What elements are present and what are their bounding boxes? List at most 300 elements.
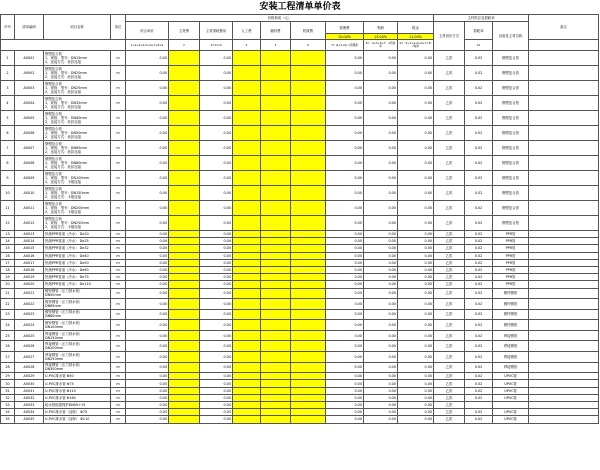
cell-labor-input[interactable] xyxy=(233,387,261,394)
cell-main-mat-input[interactable] xyxy=(169,281,200,288)
cell-labor-input[interactable] xyxy=(233,309,261,320)
cell-mgmt: 0.00 xyxy=(326,96,364,111)
cell-remark[interactable] xyxy=(529,380,599,387)
cell-main-loss: 0.00 xyxy=(200,281,233,288)
cell-remark[interactable] xyxy=(529,141,599,156)
cell-unit: m xyxy=(111,274,126,281)
cell-machine-input[interactable] xyxy=(291,171,326,186)
cell-remark[interactable] xyxy=(529,201,599,216)
cell-mgmt: 0.00 xyxy=(326,126,364,141)
cell-machine-input[interactable] xyxy=(291,141,326,156)
cell-aux-input[interactable] xyxy=(261,81,291,96)
cell-labor-input[interactable] xyxy=(233,380,261,387)
cell-remark[interactable] xyxy=(529,309,599,320)
cell-labor-input[interactable] xyxy=(233,245,261,252)
cell-main-loss: 0.00 xyxy=(200,238,233,245)
cell-machine-input[interactable] xyxy=(291,252,326,259)
table-row xyxy=(1,416,599,423)
cell-labor-input[interactable] xyxy=(233,281,261,288)
cell-composite: 0.00 xyxy=(126,288,169,299)
cell-aux-input[interactable] xyxy=(261,394,291,401)
header-composite: 综合单价 xyxy=(126,22,169,40)
cell-tax: 0.00 xyxy=(398,245,434,252)
cell-main-mat-input[interactable] xyxy=(169,81,200,96)
cell-aux-input[interactable] xyxy=(261,156,291,171)
cell-remark[interactable] xyxy=(529,299,599,310)
cell-machine-input[interactable] xyxy=(291,416,326,423)
cell-seq: 8 xyxy=(1,156,15,171)
formula-loss-rate: 10 xyxy=(465,40,493,51)
cell-seq: 25 xyxy=(1,330,15,341)
cell-labor-input[interactable] xyxy=(233,274,261,281)
cell-tax: 0.00 xyxy=(398,394,434,401)
cell-aux-input[interactable] xyxy=(261,96,291,111)
cell-remark[interactable] xyxy=(529,352,599,363)
cell-tax: 0.00 xyxy=(398,274,434,281)
cell-main-mat-input[interactable] xyxy=(169,288,200,299)
cell-remark[interactable] xyxy=(529,231,599,238)
cell-main-mat-input[interactable] xyxy=(169,309,200,320)
cell-labor-input[interactable] xyxy=(233,201,261,216)
cell-mgmt: 0.00 xyxy=(326,274,364,281)
cell-main-mat-input[interactable] xyxy=(169,126,200,141)
cell-tax: 0.00 xyxy=(398,402,434,409)
cell-main-mat-input[interactable] xyxy=(169,341,200,352)
cell-machine-input[interactable] xyxy=(291,281,326,288)
cell-composite: 0.00 xyxy=(126,341,169,352)
cell-name-line: 1、规格、型号：DN80mm xyxy=(45,161,87,165)
cell-name xyxy=(44,320,111,331)
cell-main-mat-input[interactable] xyxy=(169,380,200,387)
cell-labor-input[interactable] xyxy=(233,259,261,266)
cell-tax: 0.00 xyxy=(398,231,434,238)
cell-aux-input[interactable] xyxy=(261,51,291,66)
cell-main-mat-input[interactable] xyxy=(169,186,200,201)
cell-code: A0031 xyxy=(15,387,44,394)
cell-seq: 20 xyxy=(1,281,15,288)
table-row xyxy=(1,252,599,259)
cell-machine-input[interactable] xyxy=(291,111,326,126)
header-equip: 设备及主材名称 xyxy=(493,22,529,51)
cell-supply-mode: 乙供 xyxy=(434,111,465,126)
cell-aux-input[interactable] xyxy=(261,288,291,299)
cell-main-mat-input[interactable] xyxy=(169,416,200,423)
rate-profit[interactable]: 13.00% xyxy=(364,34,398,40)
cell-main-mat-input[interactable] xyxy=(169,51,200,66)
cell-seq: 4 xyxy=(1,96,15,111)
cell-machine-input[interactable] xyxy=(291,259,326,266)
cell-aux-input[interactable] xyxy=(261,352,291,363)
cell-aux-input[interactable] xyxy=(261,259,291,266)
cell-remark[interactable] xyxy=(529,259,599,266)
cell-code: A0017 xyxy=(15,259,44,266)
cell-profit: 0.00 xyxy=(364,186,398,201)
cell-name-line: 2、连接方式：丝扣连接 xyxy=(45,75,82,79)
cell-remark[interactable] xyxy=(529,245,599,252)
cell-aux-input[interactable] xyxy=(261,141,291,156)
cell-mgmt: 0.00 xyxy=(326,387,364,394)
header-loss-rate: 损耗率 xyxy=(465,22,493,40)
cell-labor-input[interactable] xyxy=(233,288,261,299)
cell-machine-input[interactable] xyxy=(291,186,326,201)
cell-name-line: DN300mm xyxy=(45,367,64,372)
cell-profit: 0.00 xyxy=(364,252,398,259)
table-row xyxy=(1,266,599,273)
cell-labor-input[interactable] xyxy=(233,266,261,273)
cell-equip: UPVC管 xyxy=(493,416,529,423)
cell-composite: 0.00 xyxy=(126,96,169,111)
cell-seq: 27 xyxy=(1,352,15,363)
cell-labor-input[interactable] xyxy=(233,362,261,373)
cell-profit: 0.00 xyxy=(364,402,398,409)
cell-machine-input[interactable] xyxy=(291,231,326,238)
cell-machine-input[interactable] xyxy=(291,387,326,394)
cell-aux-input[interactable] xyxy=(261,231,291,238)
cell-machine-input[interactable] xyxy=(291,51,326,66)
cell-machine-input[interactable] xyxy=(291,201,326,216)
cell-main-mat-input[interactable] xyxy=(169,216,200,231)
cell-name-line: 热熔PPR管道（冷水） De32 xyxy=(45,246,89,251)
cell-composite: 0.00 xyxy=(126,320,169,331)
formula-main-loss: 3=2×10 xyxy=(200,40,233,51)
cell-aux-input[interactable] xyxy=(261,299,291,310)
cell-composite: 0.00 xyxy=(126,111,169,126)
cell-main-loss: 0.00 xyxy=(200,96,233,111)
cell-labor-input[interactable] xyxy=(233,171,261,186)
cell-aux-input[interactable] xyxy=(261,409,291,416)
cell-labor-input[interactable] xyxy=(233,252,261,259)
cell-composite: 0.00 xyxy=(126,216,169,231)
cell-remark[interactable] xyxy=(529,288,599,299)
cell-profit: 0.00 xyxy=(364,245,398,252)
cell-main-mat-input[interactable] xyxy=(169,238,200,245)
cell-labor-input[interactable] xyxy=(233,141,261,156)
cell-seq: 19 xyxy=(1,274,15,281)
cell-remark[interactable] xyxy=(529,362,599,373)
cell-loss-rate: 0.02 xyxy=(465,81,493,96)
cell-machine-input[interactable] xyxy=(291,373,326,380)
cell-main-mat-input[interactable] xyxy=(169,387,200,394)
cell-remark[interactable] xyxy=(529,51,599,66)
cell-labor-input[interactable] xyxy=(233,352,261,363)
cell-remark[interactable] xyxy=(529,402,599,409)
cell-machine-input[interactable] xyxy=(291,330,326,341)
cell-main-mat-input[interactable] xyxy=(169,394,200,401)
cell-main-mat-input[interactable] xyxy=(169,320,200,331)
cell-aux-input[interactable] xyxy=(261,126,291,141)
cell-labor-input[interactable] xyxy=(233,156,261,171)
cell-composite: 0.00 xyxy=(126,231,169,238)
cell-mgmt: 0.00 xyxy=(326,320,364,331)
cell-aux-input[interactable] xyxy=(261,252,291,259)
cell-name-line: 钢塑复合管 xyxy=(45,217,62,221)
cell-labor-input[interactable] xyxy=(233,111,261,126)
cell-profit: 0.00 xyxy=(364,394,398,401)
cell-code: A0022 xyxy=(15,299,44,310)
cell-aux-input[interactable] xyxy=(261,274,291,281)
cell-composite: 0.00 xyxy=(126,409,169,416)
cell-equip: 钢塑复合管 xyxy=(493,186,529,201)
cell-code: A0001 xyxy=(15,51,44,66)
cell-remark[interactable] xyxy=(529,216,599,231)
cell-remark[interactable] xyxy=(529,252,599,259)
cell-main-mat-input[interactable] xyxy=(169,352,200,363)
cell-name-line: 2、连接方式：卡箍连接 xyxy=(45,210,82,214)
header-name: 项目名称 xyxy=(44,15,111,40)
cell-remark[interactable] xyxy=(529,274,599,281)
cell-aux-input[interactable] xyxy=(261,66,291,81)
cell-remark[interactable] xyxy=(529,409,599,416)
cell-tax: 0.00 xyxy=(398,66,434,81)
cell-equip: 钢塑复合管 xyxy=(493,171,529,186)
cell-main-mat-input[interactable] xyxy=(169,171,200,186)
cell-code: A0013 xyxy=(15,231,44,238)
cell-machine-input[interactable] xyxy=(291,66,326,81)
cell-composite: 0.00 xyxy=(126,402,169,409)
cell-remark[interactable] xyxy=(529,394,599,401)
cell-machine-input[interactable] xyxy=(291,238,326,245)
cell-unit: m xyxy=(111,409,126,416)
cell-main-mat-input[interactable] xyxy=(169,299,200,310)
cell-remark[interactable] xyxy=(529,387,599,394)
cell-remark[interactable] xyxy=(529,330,599,341)
cell-machine-input[interactable] xyxy=(291,299,326,310)
cell-main-mat-input[interactable] xyxy=(169,96,200,111)
cell-loss-rate: 0.02 xyxy=(465,266,493,273)
cell-aux-input[interactable] xyxy=(261,111,291,126)
cell-machine-input[interactable] xyxy=(291,341,326,352)
cell-composite: 0.00 xyxy=(126,416,169,423)
cell-main-loss: 0.00 xyxy=(200,362,233,373)
cell-code: A0006 xyxy=(15,126,44,141)
cell-name-line: 1、规格、型号：DN250mm xyxy=(45,221,90,225)
table-row xyxy=(1,352,599,363)
cell-labor-input[interactable] xyxy=(233,402,261,409)
cell-labor-input[interactable] xyxy=(233,373,261,380)
rate-mgmt[interactable]: 10.00% xyxy=(326,34,364,40)
cell-labor-input[interactable] xyxy=(233,216,261,231)
cell-name-line: 镀锌钢管（压力排水管） xyxy=(45,289,83,294)
cell-tax: 0.00 xyxy=(398,288,434,299)
cell-machine-input[interactable] xyxy=(291,126,326,141)
cell-labor-input[interactable] xyxy=(233,416,261,423)
cell-machine-input[interactable] xyxy=(291,352,326,363)
cell-seq: 2 xyxy=(1,66,15,81)
cell-aux-input[interactable] xyxy=(261,402,291,409)
cell-main-mat-input[interactable] xyxy=(169,362,200,373)
cell-remark[interactable] xyxy=(529,416,599,423)
cell-main-mat-input[interactable] xyxy=(169,66,200,81)
cell-labor-input[interactable] xyxy=(233,51,261,66)
cell-labor-input[interactable] xyxy=(233,409,261,416)
cell-supply-mode: 乙供 xyxy=(434,402,465,409)
cell-machine-input[interactable] xyxy=(291,409,326,416)
cell-labor-input[interactable] xyxy=(233,394,261,401)
cell-name xyxy=(44,266,111,273)
cell-aux-input[interactable] xyxy=(261,380,291,387)
cell-aux-input[interactable] xyxy=(261,320,291,331)
cell-machine-input[interactable] xyxy=(291,394,326,401)
cell-main-mat-input[interactable] xyxy=(169,274,200,281)
cell-mgmt: 0.00 xyxy=(326,66,364,81)
cell-labor-input[interactable] xyxy=(233,330,261,341)
cell-main-mat-input[interactable] xyxy=(169,201,200,216)
cell-main-mat-input[interactable] xyxy=(169,259,200,266)
cell-remark[interactable] xyxy=(529,96,599,111)
cell-aux-input[interactable] xyxy=(261,341,291,352)
cell-aux-input[interactable] xyxy=(261,245,291,252)
cell-supply-mode: 乙供 xyxy=(434,231,465,238)
cell-remark[interactable] xyxy=(529,266,599,273)
cell-labor-input[interactable] xyxy=(233,320,261,331)
cell-remark[interactable] xyxy=(529,373,599,380)
cell-machine-input[interactable] xyxy=(291,81,326,96)
table-row xyxy=(1,362,599,373)
cell-main-mat-input[interactable] xyxy=(169,245,200,252)
cell-unit: m xyxy=(111,252,126,259)
cell-machine-input[interactable] xyxy=(291,362,326,373)
cell-main-loss: 0.00 xyxy=(200,330,233,341)
cell-composite: 0.00 xyxy=(126,81,169,96)
cell-name-line: 热熔PPR管道（冷水） De50 xyxy=(45,260,89,265)
cell-code: A0014 xyxy=(15,238,44,245)
cell-labor-input[interactable] xyxy=(233,96,261,111)
cell-labor-input[interactable] xyxy=(233,66,261,81)
cell-composite: 0.00 xyxy=(126,141,169,156)
cell-main-mat-input[interactable] xyxy=(169,141,200,156)
cell-aux-input[interactable] xyxy=(261,216,291,231)
cell-main-mat-input[interactable] xyxy=(169,252,200,259)
cell-machine-input[interactable] xyxy=(291,380,326,387)
cell-main-mat-input[interactable] xyxy=(169,156,200,171)
cell-remark[interactable] xyxy=(529,126,599,141)
cell-machine-input[interactable] xyxy=(291,96,326,111)
cell-aux-input[interactable] xyxy=(261,362,291,373)
cell-machine-input[interactable] xyxy=(291,245,326,252)
cell-labor-input[interactable] xyxy=(233,126,261,141)
cell-aux-input[interactable] xyxy=(261,171,291,186)
cell-name-line: 焊接钢管（压力排水管） xyxy=(45,352,83,357)
cell-composite: 0.00 xyxy=(126,281,169,288)
cell-loss-rate: 0.02 xyxy=(465,156,493,171)
cell-aux-input[interactable] xyxy=(261,281,291,288)
cell-main-mat-input[interactable] xyxy=(169,111,200,126)
cell-seq: 1 xyxy=(1,51,15,66)
cell-mgmt: 0.00 xyxy=(326,341,364,352)
cell-mgmt: 0.00 xyxy=(326,171,364,186)
cell-remark[interactable] xyxy=(529,341,599,352)
cell-code: A0018 xyxy=(15,266,44,273)
cell-aux-input[interactable] xyxy=(261,416,291,423)
cell-main-mat-input[interactable] xyxy=(169,402,200,409)
cell-supply-mode: 乙供 xyxy=(434,156,465,171)
cell-machine-input[interactable] xyxy=(291,266,326,273)
cell-main-mat-input[interactable] xyxy=(169,409,200,416)
cell-name xyxy=(44,171,111,186)
table-row xyxy=(1,238,599,245)
cell-main-mat-input[interactable] xyxy=(169,330,200,341)
cell-main-mat-input[interactable] xyxy=(169,373,200,380)
cell-remark[interactable] xyxy=(529,281,599,288)
cell-remark[interactable] xyxy=(529,320,599,331)
cell-remark[interactable] xyxy=(529,186,599,201)
cell-name xyxy=(44,402,111,409)
cell-name-line: 焊接钢管（压力排水管） xyxy=(45,363,83,368)
cell-seq: 26 xyxy=(1,341,15,352)
cell-tax: 0.00 xyxy=(398,238,434,245)
cell-name-line: DN250mm xyxy=(45,356,64,361)
cell-mgmt: 0.00 xyxy=(326,156,364,171)
cell-labor-input[interactable] xyxy=(233,238,261,245)
cell-profit: 0.00 xyxy=(364,380,398,387)
cell-labor-input[interactable] xyxy=(233,231,261,238)
cell-aux-input[interactable] xyxy=(261,373,291,380)
cell-machine-input[interactable] xyxy=(291,274,326,281)
cell-remark[interactable] xyxy=(529,81,599,96)
cell-unit: m xyxy=(111,380,126,387)
cell-code: A0008 xyxy=(15,156,44,171)
cell-unit: m xyxy=(111,373,126,380)
cell-profit: 0.00 xyxy=(364,266,398,273)
cell-aux-input[interactable] xyxy=(261,201,291,216)
cell-composite: 0.00 xyxy=(126,309,169,320)
cell-main-mat-input[interactable] xyxy=(169,266,200,273)
cell-aux-input[interactable] xyxy=(261,186,291,201)
cell-aux-input[interactable] xyxy=(261,309,291,320)
cell-remark[interactable] xyxy=(529,156,599,171)
cell-code: A0016 xyxy=(15,252,44,259)
cell-seq: 15 xyxy=(1,245,15,252)
cell-machine-input[interactable] xyxy=(291,309,326,320)
cell-machine-input[interactable] xyxy=(291,288,326,299)
cell-code: A0003 xyxy=(15,81,44,96)
cell-code: A0026 xyxy=(15,341,44,352)
cell-machine-input[interactable] xyxy=(291,156,326,171)
cell-labor-input[interactable] xyxy=(233,341,261,352)
rate-tax[interactable]: 11.00% xyxy=(398,34,434,40)
cell-remark[interactable] xyxy=(529,66,599,81)
cell-name xyxy=(44,156,111,171)
cell-remark[interactable] xyxy=(529,171,599,186)
cell-seq: 33 xyxy=(1,402,15,409)
cell-loss-rate: 0.02 xyxy=(465,51,493,66)
cell-remark[interactable] xyxy=(529,111,599,126)
cell-profit: 0.00 xyxy=(364,141,398,156)
cell-main-mat-input[interactable] xyxy=(169,231,200,238)
cell-aux-input[interactable] xyxy=(261,266,291,273)
cell-mgmt: 0.00 xyxy=(326,252,364,259)
cell-name xyxy=(44,373,111,380)
cell-aux-input[interactable] xyxy=(261,387,291,394)
cell-mgmt: 0.00 xyxy=(326,416,364,423)
cell-remark[interactable] xyxy=(529,238,599,245)
cell-main-loss: 0.00 xyxy=(200,266,233,273)
cell-labor-input[interactable] xyxy=(233,299,261,310)
cell-machine-input[interactable] xyxy=(291,320,326,331)
cell-machine-input[interactable] xyxy=(291,402,326,409)
cell-loss-rate: 0.02 xyxy=(465,352,493,363)
cell-labor-input[interactable] xyxy=(233,186,261,201)
cell-aux-input[interactable] xyxy=(261,238,291,245)
cell-name-line: 钢塑复合管 xyxy=(45,157,62,161)
cell-machine-input[interactable] xyxy=(291,216,326,231)
cell-labor-input[interactable] xyxy=(233,81,261,96)
cell-tax: 0.00 xyxy=(398,373,434,380)
cell-equip: PPR管 xyxy=(493,238,529,245)
cell-aux-input[interactable] xyxy=(261,330,291,341)
cell-supply-mode: 乙供 xyxy=(434,299,465,310)
cell-composite: 0.00 xyxy=(126,126,169,141)
